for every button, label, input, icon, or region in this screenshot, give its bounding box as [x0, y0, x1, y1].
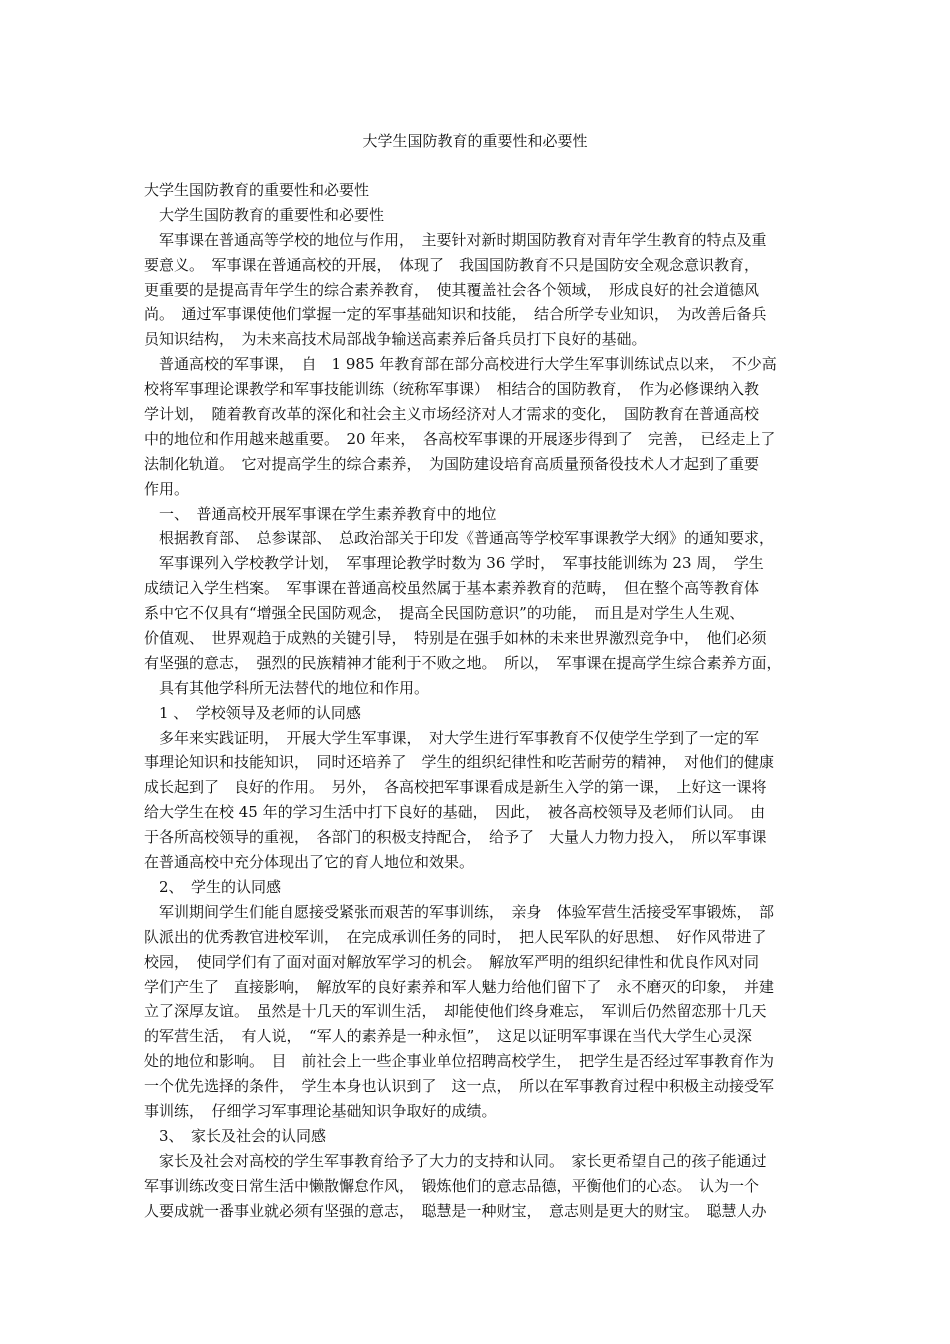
text-line: 家长及社会对高校的学生军事教育给予了大力的支持和认同。 家长更希望自己的孩子能通过: [144, 1151, 767, 1170]
text-line: 事理论知识和技能知识， 同时还培养了 学生的组织纪律性和吃苦耐劳的精神， 对他们的健康: [144, 753, 775, 772]
text-line: 多年来实践证明， 开展大学生军事课， 对大学生进行军事教育不仅使学生学到了一定的军: [144, 728, 760, 747]
text-line: 人要成就一番事业就必须有坚强的意志， 聪慧是一种财宝， 意志则是更大的财宝。 聪慧人办: [144, 1201, 767, 1220]
document-title: 大学生国防教育的重要性和必要性: [362, 132, 588, 150]
text-line: 大学生国防教育的重要性和必要性: [144, 181, 370, 199]
text-line: 尚。 通过军事课使他们掌握一定的军事基础知识和技能， 结合所学专业知识， 为改善后备兵: [144, 305, 767, 324]
text-line: 要意义。 军事课在普通高校的开展， 体现了 我国国防教育不只是国防安全观念意识教育，: [144, 255, 760, 274]
text-line: 中的地位和作用越来越重要。 20 年来， 各高校军事课的开展逐步得到了 完善， 已经走上了: [144, 429, 776, 448]
text-line: 普通高校的军事课， 自 1 985 年教育部在部分高校进行大学生军事训练试点以来， 不少高: [144, 355, 777, 374]
text-line: 军事训练改变日常生活中懒散懈怠作风， 锻炼他们的意志品德，平衡他们的心态。 认为一个: [144, 1176, 760, 1195]
text-line: 一个优先选择的条件， 学生本身也认识到了 这一点， 所以在军事教育过程中积极主动接受军: [144, 1077, 775, 1096]
text-line: 校将军事理论课教学和军事技能训练（统称军事课） 相结合的国防教育， 作为必修课纳入教: [144, 380, 760, 399]
text-line: 处的地位和影响。 目 前社会上一些企事业单位招聘高校学生， 把学生是否经过军事教育作为: [144, 1052, 775, 1071]
text-line: 更重要的是提高青年学生的综合素养教育， 使其覆盖社会各个领域， 形成良好的社会道德风: [144, 280, 760, 299]
document-body: [144, 178, 814, 1223]
text-line: 作用。: [144, 479, 190, 498]
text-line: 给大学生在校 45 年的学习生活中打下良好的基础， 因此， 被各高校领导及老师们认同。 由: [144, 803, 766, 822]
text-line: 一、 普通高校开展军事课在学生素养教育中的地位: [144, 504, 497, 523]
text-line: 学们产生了 直接影响， 解放军的良好素养和军人魅力给他们留下了 永不磨灭的印象， 并建: [144, 977, 775, 996]
text-line: 法制化轨道。 它对提高学生的综合素养， 为国防建设培育高质量预备役技术人才起到了重要: [144, 454, 760, 473]
text-line: 立了深厚友谊。 虽然是十几天的军训生活， 却能使他们终身难忘， 军训后仍然留恋那十几天: [144, 1002, 767, 1021]
text-line: 系中它不仅具有“增强全民国防观念， 提高全民国防意识”的功能， 而且是对学生人生观、: [144, 604, 745, 623]
text-line: 大学生国防教育的重要性和必要性: [144, 205, 385, 224]
text-line: 学计划， 随着教育改革的深化和社会主义市场经济对人才需求的变化， 国防教育在普通高校: [144, 405, 760, 424]
text-line: 军事课在普通高等学校的地位与作用， 主要针对新时期国防教育对青年学生教育的特点及重: [144, 230, 767, 249]
text-line: 有坚强的意志， 强烈的民族精神才能利于不败之地。 所以， 军事课在提高学生综合素养方面，: [144, 653, 782, 672]
text-line: 的军营生活， 有人说， “军人的素养是一种永恒”， 这足以证明军事课在当代大学生心灵深: [144, 1027, 752, 1046]
text-line: 员知识结构， 为未来高技术局部战争输送高素养后备兵员打下良好的基础。: [144, 330, 647, 349]
text-line: 2、 学生的认同感: [144, 877, 282, 896]
text-line: 在普通高校中充分体现出了它的育人地位和效果。: [144, 853, 475, 872]
text-line: 成绩记入学生档案。 军事课在普通高校虽然属于基本素养教育的范畴， 但在整个高等教育体: [144, 579, 760, 598]
text-line: 根据教育部、 总参谋部、 总政治部关于印发《普通高等学校军事课教学大纲》的通知要求，: [144, 529, 775, 548]
text-line: 军事课列入学校教学计划， 军事理论教学时数为 36 学时， 军事技能训练为 23 周， 学生: [144, 554, 764, 573]
text-line: 1 、 学校领导及老师的认同感: [144, 703, 361, 722]
text-line: 成长起到了 良好的作用。 另外， 各高校把军事课看成是新生入学的第一课， 上好这一课将: [144, 778, 767, 797]
text-line: 队派出的优秀教官进校军训， 在完成承训任务的同时， 把人民军队的好思想、 好作风带进了: [144, 927, 767, 946]
text-line: 事训练， 仔细学习军事理论基础知识争取好的成绩。: [144, 1101, 497, 1120]
text-line: 价值观、 世界观趋于成熟的关键引导， 特别是在强手如林的未来世界激烈竞争中， 他们必须: [144, 629, 767, 648]
text-line: 军训期间学生们能自愿接受紧张而艰苦的军事训练， 亲身 体验军营生活接受军事锻炼， 部: [144, 902, 775, 921]
text-line: 具有其他学科所无法替代的地位和作用。: [144, 678, 430, 697]
text-line: 于各所高校领导的重视， 各部门的积极支持配合， 给予了 大量人力物力投入， 所以军事课: [144, 828, 767, 847]
text-line: 3、 家长及社会的认同感: [144, 1126, 327, 1145]
text-line: 校园， 使同学们有了面对面对解放军学习的机会。 解放军严明的组织纪律性和优良作风对同: [144, 952, 760, 971]
